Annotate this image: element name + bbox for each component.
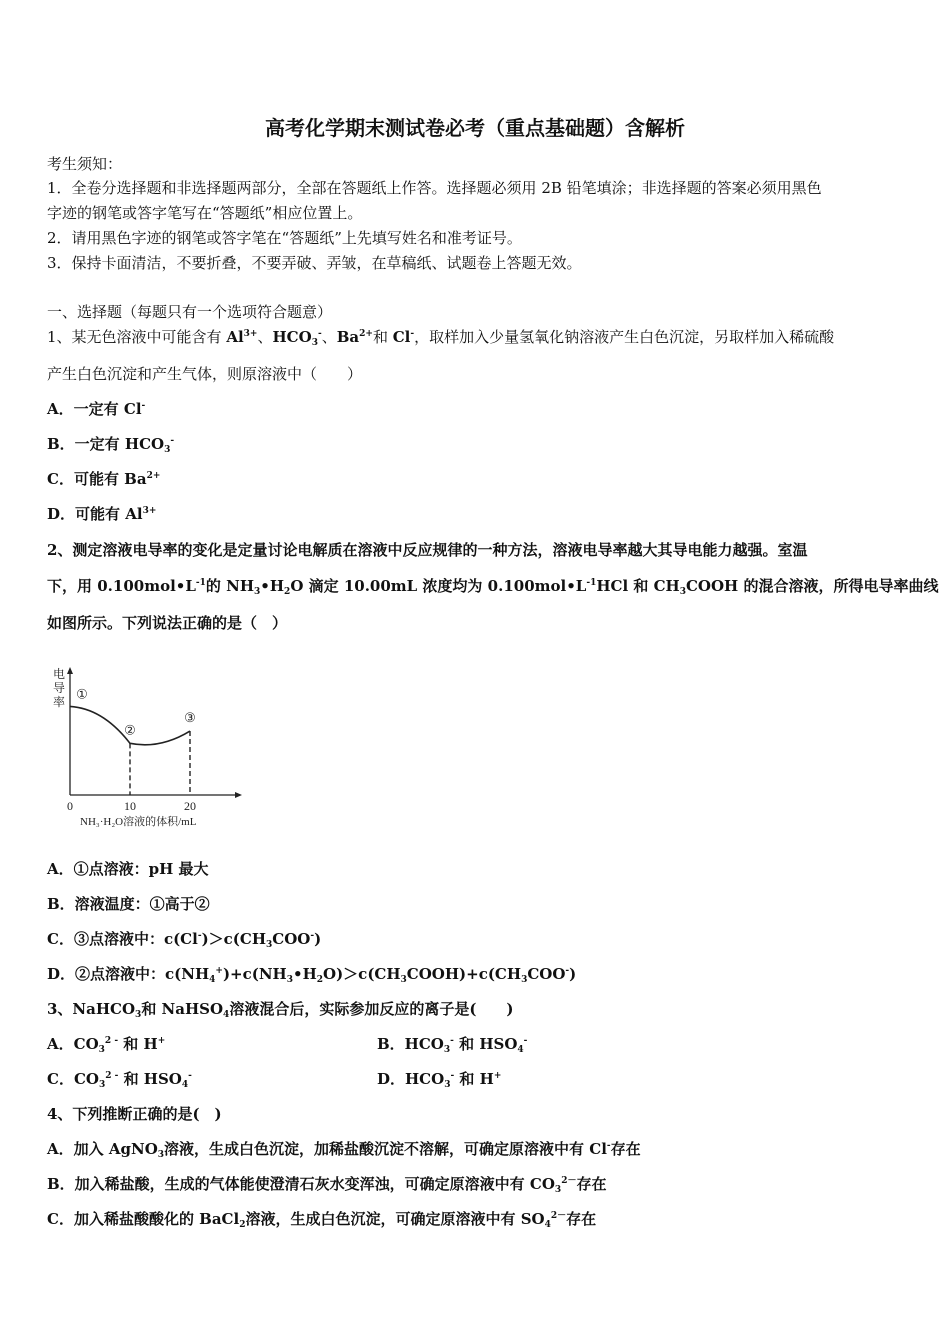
page-title: 高考化学期末测试卷必考（重点基础题）含解析 [265, 116, 685, 140]
notice-item-3: 3．保持卡面清洁，不要折叠，不要弄破、弄皱，在草稿纸、试题卷上答题无效。 [47, 254, 582, 272]
q2-option-c: C．③点溶液中：$c(Cl^-)>c(CH_3COO^-)$ [47, 930, 322, 950]
notice-item-1b: 字迹的钢笔或答字笔写在“答题纸”相应位置上。 [47, 204, 363, 222]
y-axis-label-char: 率 [52, 695, 66, 709]
q1-stem-line1: 1、某无色溶液中可能含有 $Al^{3+}$、$HCO_3^-$、$Ba^{2+}$和 Cl-，取样加入少量氢氧化钠溶液产生白色沉淀，另取样加入稀硫酸 [47, 328, 835, 348]
x-tick-label: 10 [124, 799, 136, 813]
q2-option-a: A．①点溶液：pH 最大 [47, 860, 209, 878]
x-tick-label: 0 [67, 799, 73, 813]
point-label-3: ③ [184, 710, 196, 726]
y-axis-arrow [67, 667, 73, 674]
q3-option-d: D．$HCO_3^-$ 和 H+ [377, 1070, 502, 1090]
q4-option-c: C．加入稀盐酸酸化的 BaCl$_2$溶液，生成白色沉淀，可确定原溶液中有 $SO_4^{2-}$存在 [47, 1210, 597, 1230]
y-axis-label-char: 导 [52, 681, 66, 695]
notice-item-2: 2．请用黑色字迹的钢笔或答字笔在“答题纸”上先填写姓名和准考证号。 [47, 229, 522, 247]
q3-option-c: C．$CO_3^{2 -}$ 和 $HSO_4^-$ [47, 1070, 192, 1090]
q4-option-a: A．加入 AgNO$_3$溶液，生成白色沉淀，加稀盐酸沉淀不溶解，可确定原溶液中有 Cl-存在 [47, 1140, 641, 1160]
point-label-1: ① [76, 686, 88, 702]
y-axis-label-char: 电 [52, 667, 66, 681]
q1-option-c: C．可能有 $Ba^{2+}$ [47, 470, 161, 488]
q2-option-d: D．②点溶液中：$c(NH_4^+)+c(NH_3•H_2O)>c(CH_3COOH)+c(CH_3COO^-)$ [47, 965, 577, 985]
q2-stem-line3: 如图所示。下列说法正确的是（ ） [47, 614, 288, 632]
point-label-2: ② [124, 722, 136, 738]
q2-stem-line2: 下，用 $0.100mol•L^{-1}$的 $NH_3•H_2O$ 滴定 10.00mL 浓度均为 $0.100mol•L^{-1}HCl$ 和 $CH_3COOH$ 的混合溶液，所得电导率曲线 [47, 577, 939, 597]
q3-stem: 3、NaHCO$_3$和 NaHSO$_4$溶液混合后，实际参加反应的离子是( ) [47, 1000, 514, 1020]
q1-option-b: B．一定有 $HCO_3^-$ [47, 435, 175, 455]
chart-axes [67, 667, 242, 798]
q4-option-b: B．加入稀盐酸，生成的气体能使澄清石灰水变浑浊，可确定原溶液中有 $CO_3^{2-}$存在 [47, 1175, 607, 1195]
notice-heading: 考生须知： [47, 155, 123, 173]
q2-option-b: B．溶液温度：①高于② [47, 895, 210, 913]
q4-stem: 4、下列推断正确的是( ) [47, 1105, 222, 1123]
q1-option-d: D．可能有 $Al^{3+}$ [47, 505, 157, 523]
conductivity-chart [45, 660, 245, 835]
y-axis-label [53, 666, 65, 709]
section-heading: 一、选择题（每题只有一个选项符合题意） [47, 303, 333, 321]
x-axis-label: NH₃·H₂O溶液的体积/mL [80, 816, 197, 828]
q3-option-a: A．$CO_3^{2 -}$ 和 H+ [47, 1035, 166, 1055]
notice-item-1a: 1．全卷分选择题和非选择题两部分，全部在答题纸上作答。选择题必须用 2B 铅笔填涂；非选择题的答案必须用黑色 [47, 179, 822, 197]
q2-stem-line1: 2、测定溶液电导率的变化是定量讨论电解质在溶液中反应规律的一种方法，溶液电导率越大其导电能力越强。室温 [47, 541, 808, 559]
q1-option-a: A．一定有 Cl- [47, 400, 146, 418]
x-tick-label: 20 [184, 799, 196, 813]
x-axis-arrow [235, 792, 242, 798]
q3-option-b: B．$HCO_3^-$ 和 $HSO_4^-$ [377, 1035, 528, 1055]
q1-stem-line2: 产生白色沉淀和产生气体，则原溶液中（ ） [47, 365, 363, 383]
